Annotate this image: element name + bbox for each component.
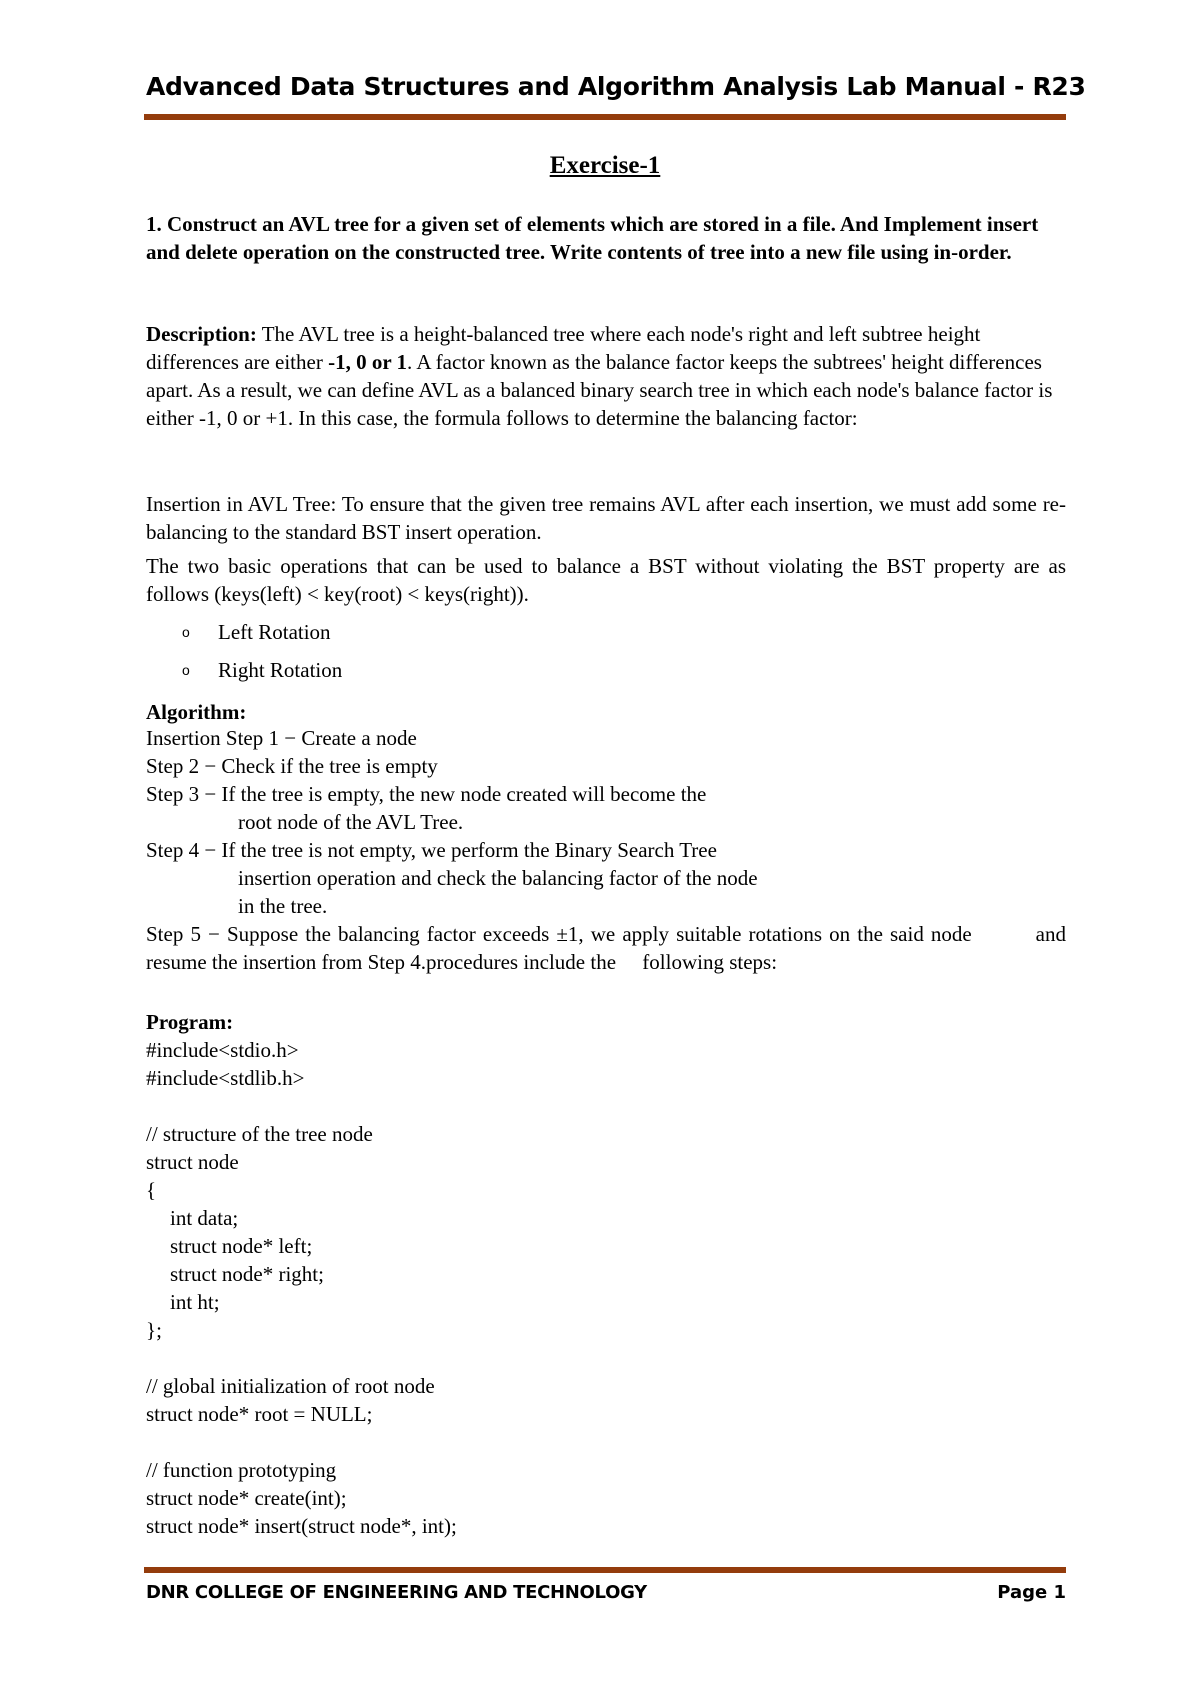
rotation-list [182,618,342,694]
header-title: Advanced Data Structures and Algorithm Analysis Lab Manual - R23 [146,72,1086,101]
question-text: 1. Construct an AVL tree for a given set of elements which are stored in a file. And Implement insert and delete operation on the constructed tree. Write contents of tree into a new file using in-order. [146,212,1039,264]
code-line: struct node* insert(struct node*, int); [146,1514,457,1538]
code-line: // global initialization of root node [146,1374,435,1398]
algorithm-step: Insertion Step 1 − Create a node [146,726,417,750]
rotation-label: Right Rotation [218,658,343,682]
footer-page-number: Page 1 [997,1582,1066,1603]
circle-bullet-icon: o [182,662,190,678]
code-line [146,1428,1066,1456]
code-line [146,1092,1066,1120]
footer-rule [144,1567,1066,1573]
description-text-1: The AVL tree is a height-balanced tree where each node's right and left subtree height differences are either [146,322,981,374]
algorithm-step: Step 2 − Check if the tree is empty [146,754,438,778]
insertion-intro: Insertion in AVL Tree: To ensure that the given tree remains AVL after each insertion, we must add some re-balancing to the standard BST insert operation. [146,492,1066,544]
code-line: }; [146,1318,162,1342]
description-paragraph [146,320,1066,432]
code-line: struct node* right; [170,1262,324,1286]
operations-intro: The two basic operations that can be used to balance a BST without violating the BST property are as follows (keys(left) < key(root) < keys(right)). [146,554,1066,606]
exercise-title: Exercise-1 [549,152,661,179]
code-line: #include<stdio.h> [146,1038,299,1062]
code-line: struct node* root = NULL; [146,1402,373,1426]
footer-college: DNR COLLEGE OF ENGINEERING AND TECHNOLOGY [146,1582,647,1603]
description-text-2: . A factor known as the balance factor keeps the subtrees' height differences apart. As a result, we can define AVL as a balanced binary search tree in which each node's balance factor is either -1, 0 or +1. In this case, the formula follows to determine the balancing factor: [146,350,1053,430]
circle-bullet-icon: o [182,624,190,640]
description-label: Description: [146,322,257,346]
algorithm-step-continuation: root node of the AVL Tree. [238,810,464,834]
list-item [182,618,342,656]
algorithm-step-continuation: insertion operation and check the balancing factor of the node [238,866,758,890]
program-code [146,1036,1066,1540]
code-line: // structure of the tree node [146,1122,373,1146]
code-line: struct node* left; [170,1234,313,1258]
algorithm-steps [146,724,1072,976]
code-line: // function prototyping [146,1458,337,1482]
program-heading: Program: [146,1010,234,1034]
code-line: struct node* create(int); [146,1486,347,1510]
code-line: int ht; [170,1290,220,1314]
rotation-label: Left Rotation [218,620,331,644]
list-item [182,656,342,694]
code-line [146,1344,1066,1372]
algorithm-step: Step 3 − If the tree is empty, the new node created will become the [146,782,707,806]
algorithm-step: Step 4 − If the tree is not empty, we perform the Binary Search Tree [146,838,717,862]
code-line: #include<stdlib.h> [146,1066,305,1090]
description-bold-values: -1, 0 or 1 [328,350,408,374]
algorithm-step-continuation: in the tree. [238,894,328,918]
code-line: int data; [170,1206,239,1230]
code-line: struct node [146,1150,239,1174]
algorithm-step: Step 5 − Suppose the balancing factor exceeds ±1, we apply suitable rotations on the said node and resume the insertion from Step 4.procedures include the following steps: [146,922,1072,974]
algorithm-heading: Algorithm: [146,700,247,724]
header-rule [144,114,1066,120]
code-line: { [146,1178,157,1202]
